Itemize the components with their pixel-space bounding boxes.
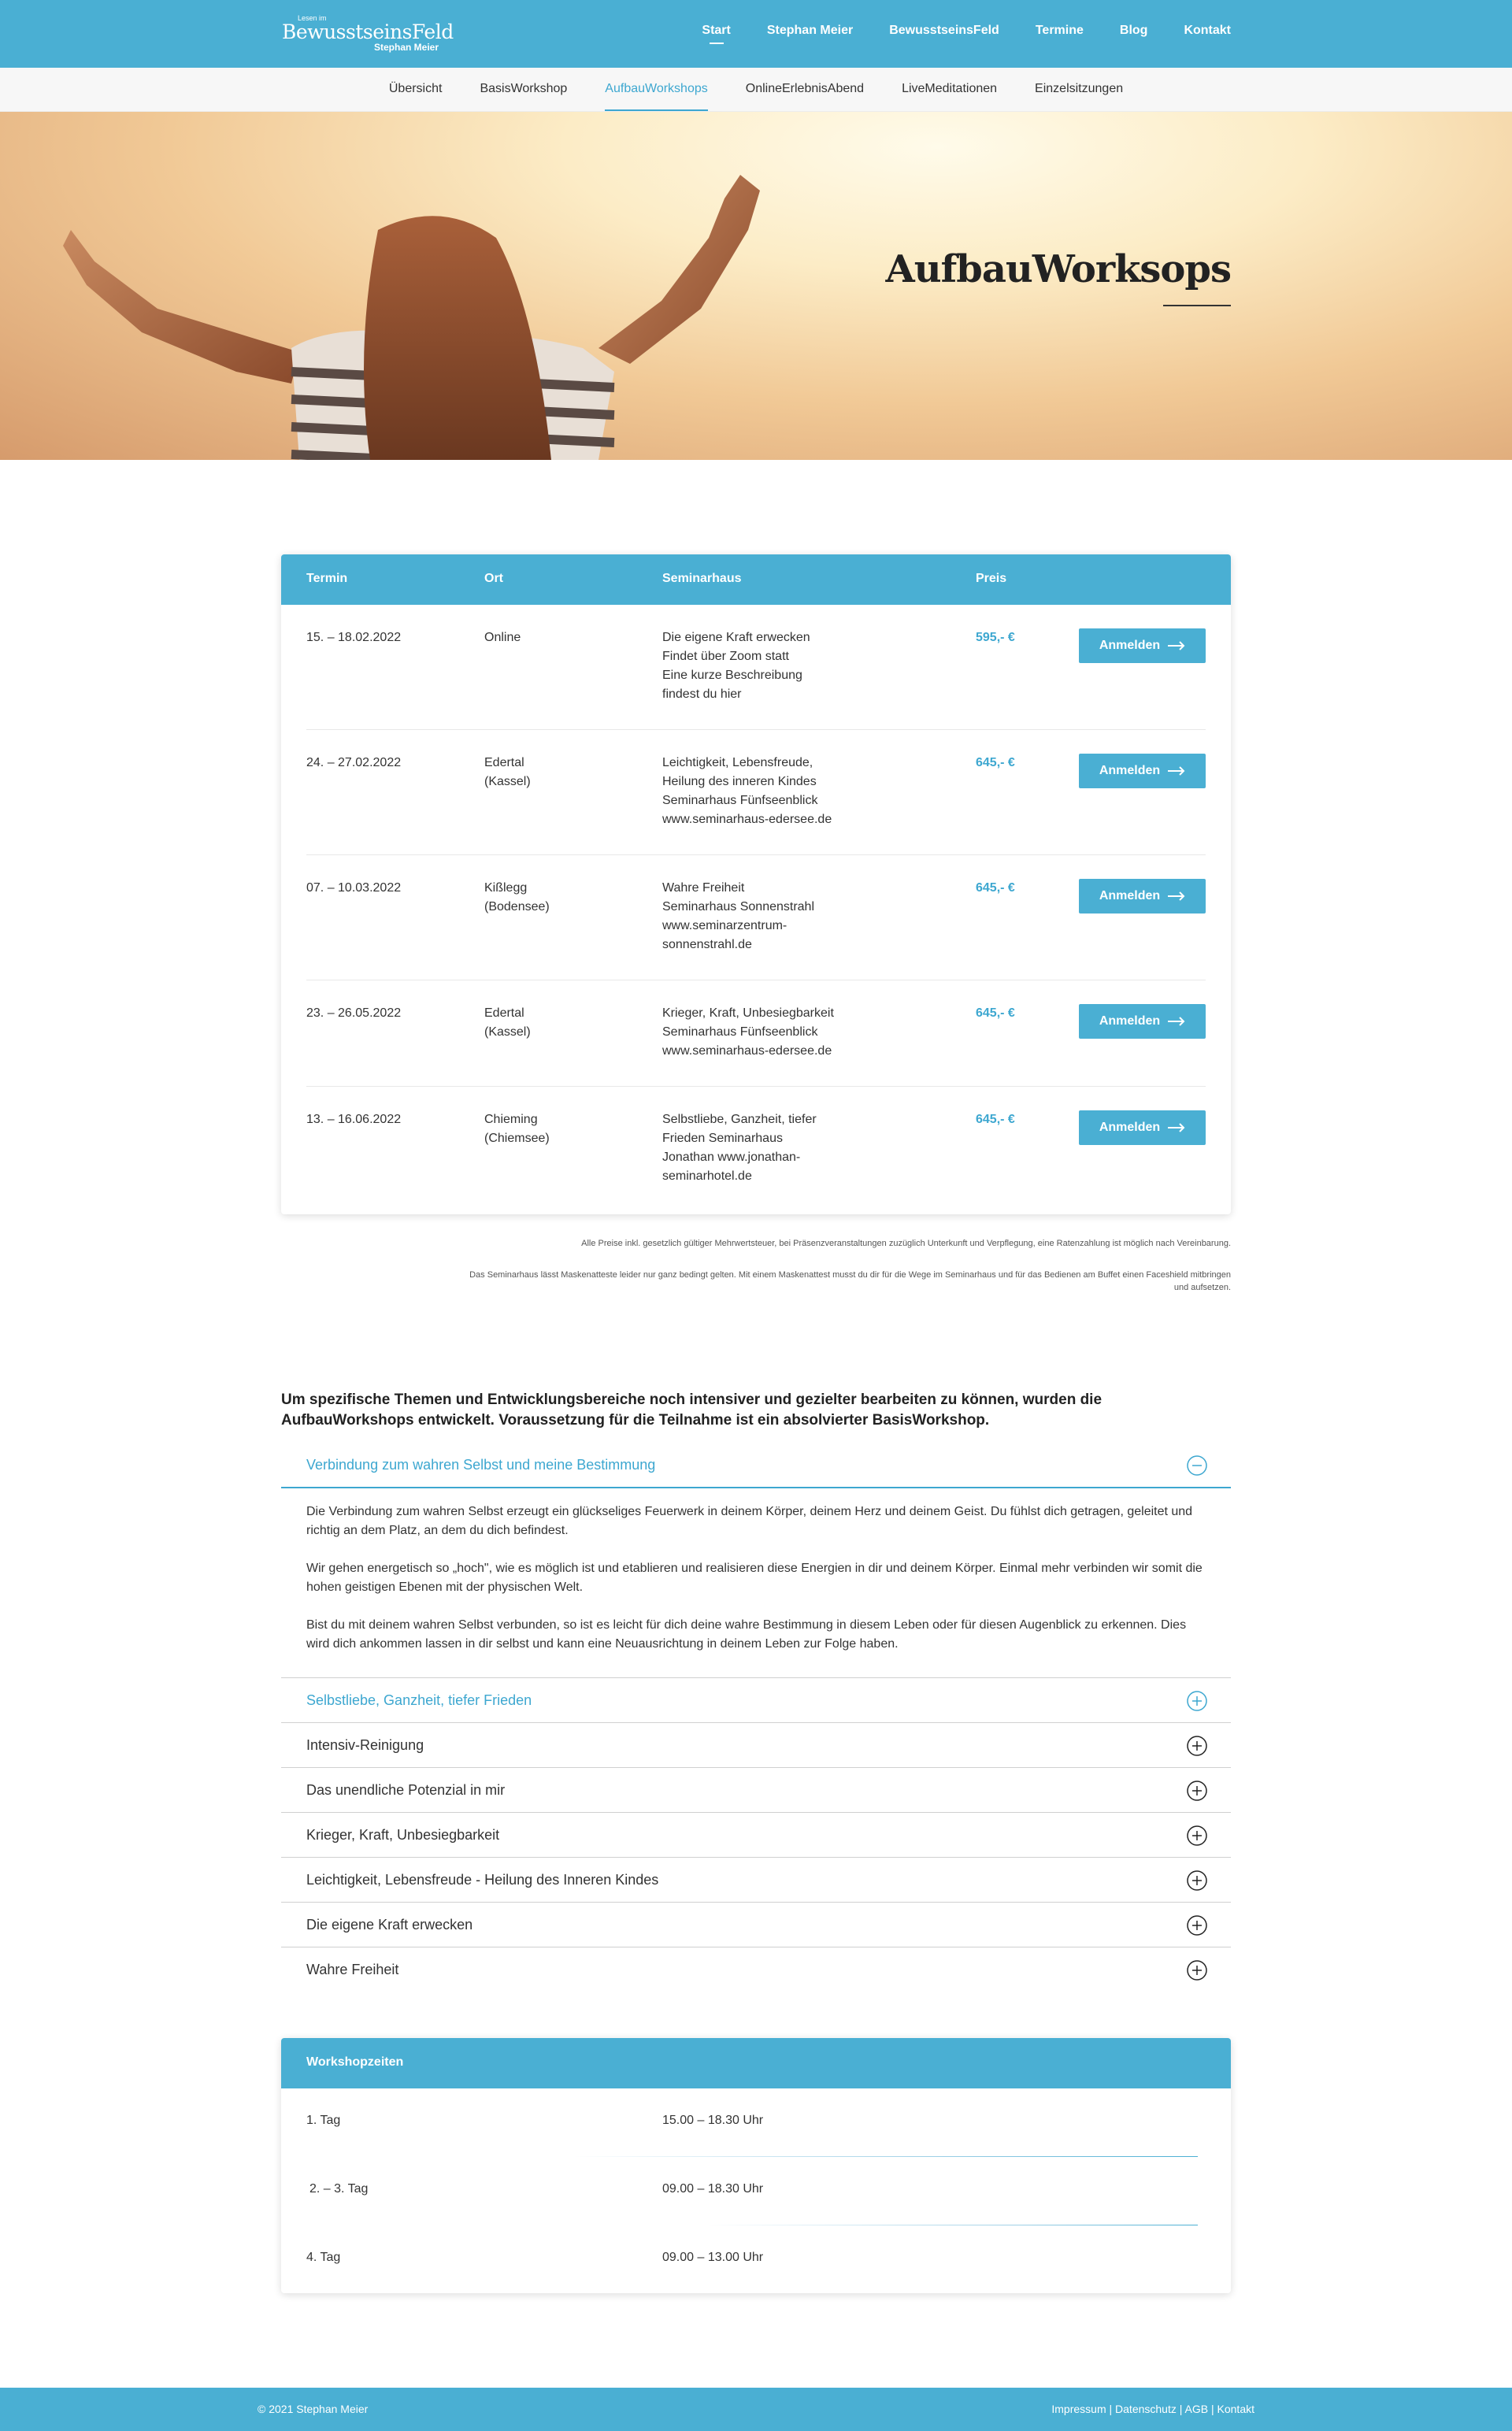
accordion-item[interactable] bbox=[281, 1947, 1231, 1992]
row-date: 15. – 18.02.2022 bbox=[306, 631, 402, 644]
accordion-title[interactable]: Wahre Freiheit bbox=[306, 1962, 399, 1977]
accordion-content bbox=[281, 1488, 1231, 1678]
mask-note bbox=[281, 1269, 1231, 1294]
footer-kontakt[interactable]: Kontakt bbox=[1217, 2403, 1254, 2415]
row-preis: 645,- € bbox=[976, 1006, 1015, 1020]
anmelden-button[interactable] bbox=[1079, 754, 1206, 788]
arrow-right-icon bbox=[1168, 766, 1185, 776]
row-preis: 645,- € bbox=[976, 1113, 1015, 1126]
termine-table bbox=[281, 554, 1231, 1214]
footer-separator: | bbox=[1179, 2403, 1185, 2415]
row-ort: Kißlegg (Bodensee) bbox=[484, 881, 550, 913]
accordion-item[interactable] bbox=[281, 1903, 1231, 1947]
accordion-item-open[interactable] bbox=[281, 1443, 1231, 1488]
table-row bbox=[306, 730, 1206, 855]
row-date: 07. – 10.03.2022 bbox=[306, 881, 402, 895]
top-bar bbox=[0, 0, 1512, 68]
price-note: Alle Preise inkl. gesetzlich gültiger Mehrwertsteuer, bei Präsenzveranstaltungen zuzüglich Unterkunft und Verpflegung, eine Ratenzahlung ist möglich nach Vereinbarung. bbox=[581, 1239, 1231, 1248]
logo-subtitle: Stephan Meier bbox=[374, 42, 439, 53]
mask-note-line1: Das Seminarhaus lässt Maskenatteste leider nur ganz bedingt gelten. Mit einem Maskenattest musst du dir für die Wege im Seminarhaus und für das Bedienen am Buffet einen Faceshield mitbringen bbox=[469, 1270, 1231, 1280]
accordion-title[interactable]: Das unendliche Potenzial in mir bbox=[306, 1782, 506, 1798]
nav-bewusstseinsfeld[interactable]: BewusstseinsFeld bbox=[889, 24, 999, 37]
subnav-basisworkshop[interactable]: BasisWorkshop bbox=[480, 82, 568, 95]
row-ort: Chieming (Chiemsee) bbox=[484, 1113, 550, 1145]
col-preis: Preis bbox=[976, 572, 1007, 585]
row-date: 24. – 27.02.2022 bbox=[306, 756, 402, 769]
row-date: 13. – 16.06.2022 bbox=[306, 1113, 402, 1126]
accordion-title[interactable]: Leichtigkeit, Lebensfreude - Heilung des Inneren Kindes bbox=[306, 1872, 659, 1888]
nav-stephan-meier[interactable]: Stephan Meier bbox=[766, 24, 854, 37]
arrow-right-icon bbox=[1168, 1123, 1185, 1132]
row-ort: Edertal (Kassel) bbox=[484, 1006, 531, 1039]
accordion-title[interactable]: Selbstliebe, Ganzheit, tiefer Frieden bbox=[306, 1692, 532, 1708]
accordion-title[interactable]: Krieger, Kraft, Unbesiegbarkeit bbox=[306, 1827, 500, 1843]
plus-circle-icon[interactable] bbox=[1187, 1691, 1207, 1711]
row-day: 2. – 3. Tag bbox=[309, 2182, 369, 2196]
table-header bbox=[281, 554, 1231, 605]
table-row bbox=[306, 980, 1206, 1087]
arrow-right-icon bbox=[1168, 641, 1185, 650]
anmelden-button[interactable] bbox=[1079, 1110, 1206, 1145]
row-time: 15.00 – 18.30 Uhr bbox=[662, 2114, 764, 2127]
mask-note-line2: und aufsetzen. bbox=[1173, 1283, 1231, 1292]
anmelden-label: Anmelden bbox=[1099, 1121, 1161, 1134]
workshopzeiten-header bbox=[281, 2038, 1231, 2088]
footer bbox=[0, 2388, 1512, 2431]
table-row bbox=[306, 1087, 1206, 1214]
plus-circle-icon[interactable] bbox=[1187, 1781, 1207, 1801]
table-row bbox=[306, 2088, 1198, 2157]
subnav-livemeditationen[interactable]: LiveMeditationen bbox=[902, 82, 998, 95]
nav-blog[interactable]: Blog bbox=[1119, 24, 1148, 37]
row-preis: 645,- € bbox=[976, 756, 1015, 769]
subnav-uebersicht[interactable]: Übersicht bbox=[388, 82, 443, 95]
footer-datenschutz[interactable]: Datenschutz bbox=[1115, 2403, 1177, 2415]
accordion-item[interactable] bbox=[281, 1858, 1231, 1903]
accordion-item[interactable] bbox=[281, 1678, 1231, 1723]
plus-circle-icon[interactable] bbox=[1187, 1870, 1207, 1891]
subnav-aufbauworkshops[interactable]: AufbauWorkshops bbox=[605, 68, 707, 111]
row-ort: Online bbox=[484, 631, 521, 644]
anmelden-button[interactable] bbox=[1079, 879, 1206, 913]
accordion-item[interactable] bbox=[281, 1813, 1231, 1858]
workshopzeiten-table bbox=[281, 2038, 1231, 2293]
nav-termine[interactable]: Termine bbox=[1035, 24, 1084, 37]
col-termin: Termin bbox=[306, 572, 348, 585]
minus-circle-icon[interactable] bbox=[1187, 1455, 1207, 1476]
row-seminarhaus: Leichtigkeit, Lebensfreude, Heilung des inneren Kindes Seminarhaus Fünfseenblick www.seminarhaus-edersee.de bbox=[662, 756, 832, 826]
table-row bbox=[306, 855, 1206, 980]
title-underline bbox=[1163, 305, 1231, 306]
subnav-einzelsitzungen[interactable]: Einzelsitzungen bbox=[1035, 82, 1124, 95]
table-row bbox=[306, 605, 1206, 730]
accordion bbox=[281, 1443, 1231, 1992]
table-row bbox=[306, 2157, 1198, 2225]
hero-banner bbox=[0, 112, 1512, 460]
row-day: 4. Tag bbox=[306, 2251, 341, 2264]
nav-start[interactable]: Start bbox=[702, 24, 731, 37]
logo-small-text: Lesen im bbox=[298, 14, 327, 22]
intro-text: Um spezifische Themen und Entwicklungsbereiche noch intensiver und gezielter bearbeiten zu können, wurden die AufbauWorkshops entwickelt. Voraussetzung für die Teilnahme ist ein absolvierter BasisWorkshop. bbox=[281, 1392, 1102, 1429]
row-time: 09.00 – 13.00 Uhr bbox=[662, 2251, 764, 2264]
nav-kontakt[interactable]: Kontakt bbox=[1184, 24, 1231, 37]
row-date: 23. – 26.05.2022 bbox=[306, 1006, 402, 1020]
footer-separator: | bbox=[1109, 2403, 1116, 2415]
footer-agb[interactable]: AGB bbox=[1184, 2403, 1209, 2415]
row-seminarhaus: Krieger, Kraft, Unbesiegbarkeit Seminarhaus Fünfseenblick www.seminarhaus-edersee.de bbox=[662, 1006, 834, 1058]
main-nav bbox=[702, 24, 1231, 38]
accordion-item[interactable] bbox=[281, 1768, 1231, 1813]
anmelden-label: Anmelden bbox=[1099, 889, 1161, 902]
footer-impressum[interactable]: Impressum bbox=[1051, 2403, 1106, 2415]
anmelden-button[interactable] bbox=[1079, 628, 1206, 663]
anmelden-button[interactable] bbox=[1079, 1004, 1206, 1039]
sub-nav bbox=[0, 68, 1512, 112]
hero-image bbox=[0, 112, 1512, 460]
row-preis: 645,- € bbox=[976, 881, 1015, 895]
anmelden-label: Anmelden bbox=[1099, 639, 1161, 652]
accordion-paragraph: Bist du mit deinem wahren Selbst verbunden, so ist es leicht für dich deine wahre Bestimmung in diesem Leben oder für diesen Augenblick zu erkennen. Dies wird dich ankommen lassen in dir selbst und kann eine Neuausrichtung in deinem Leben zur Folge haben. bbox=[306, 1618, 1187, 1651]
footer-links bbox=[1051, 2403, 1254, 2415]
footer-separator: | bbox=[1210, 2403, 1217, 2415]
subnav-onlineerlebnisabend[interactable]: OnlineErlebnisAbend bbox=[745, 82, 865, 95]
row-seminarhaus: Die eigene Kraft erwecken Findet über Zoom statt Eine kurze Beschreibung findest du hier bbox=[662, 631, 810, 701]
workshopzeiten-title: Workshopzeiten bbox=[306, 2055, 404, 2069]
row-time: 09.00 – 18.30 Uhr bbox=[662, 2182, 764, 2196]
accordion-paragraph: Wir gehen energetisch so „hoch", wie es möglich ist und etablieren und realisieren diese Energien in dir und deinem Körper. Einmal mehr verbinden wir somit die hohen geistigen Ebenen mit der physischen Welt. bbox=[306, 1562, 1203, 1594]
accordion-title[interactable]: Verbindung zum wahren Selbst und meine Bestimmung bbox=[306, 1457, 656, 1473]
accordion-item[interactable] bbox=[281, 1723, 1231, 1768]
plus-circle-icon[interactable] bbox=[1187, 1736, 1207, 1756]
accordion-title[interactable]: Intensiv-Reinigung bbox=[306, 1737, 424, 1753]
anmelden-label: Anmelden bbox=[1099, 764, 1161, 777]
arrow-right-icon bbox=[1168, 1017, 1185, 1026]
col-ort: Ort bbox=[484, 572, 503, 585]
col-seminarhaus: Seminarhaus bbox=[662, 572, 742, 585]
copyright: © 2021 Stephan Meier bbox=[258, 2403, 369, 2415]
row-preis: 595,- € bbox=[976, 631, 1015, 644]
row-seminarhaus: Selbstliebe, Ganzheit, tiefer Frieden Seminarhaus Jonathan www.jonathan- seminarhotel.de bbox=[662, 1113, 817, 1183]
plus-circle-icon[interactable] bbox=[1187, 1960, 1207, 1981]
logo-title: BewusstseinsFeld bbox=[282, 20, 454, 43]
page-title: AufbauWorksops bbox=[885, 247, 1231, 291]
row-ort: Edertal (Kassel) bbox=[484, 756, 531, 788]
row-day: 1. Tag bbox=[306, 2114, 341, 2127]
table-row bbox=[306, 2225, 1198, 2293]
accordion-title[interactable]: Die eigene Kraft erwecken bbox=[306, 1917, 473, 1933]
plus-circle-icon[interactable] bbox=[1187, 1825, 1207, 1846]
anmelden-label: Anmelden bbox=[1099, 1014, 1161, 1028]
row-seminarhaus: Wahre Freiheit Seminarhaus Sonnenstrahl www.seminarzentrum- sonnenstrahl.de bbox=[662, 881, 815, 951]
arrow-right-icon bbox=[1168, 891, 1185, 901]
accordion-paragraph: Die Verbindung zum wahren Selbst erzeugt ein glückseliges Feuerwerk in deinem Körper, deinem Herz und deinem Geist. Du fühlst dich getragen, geleitet und richtig an dem Platz, an dem du dich befindest. bbox=[306, 1505, 1193, 1537]
plus-circle-icon[interactable] bbox=[1187, 1915, 1207, 1936]
